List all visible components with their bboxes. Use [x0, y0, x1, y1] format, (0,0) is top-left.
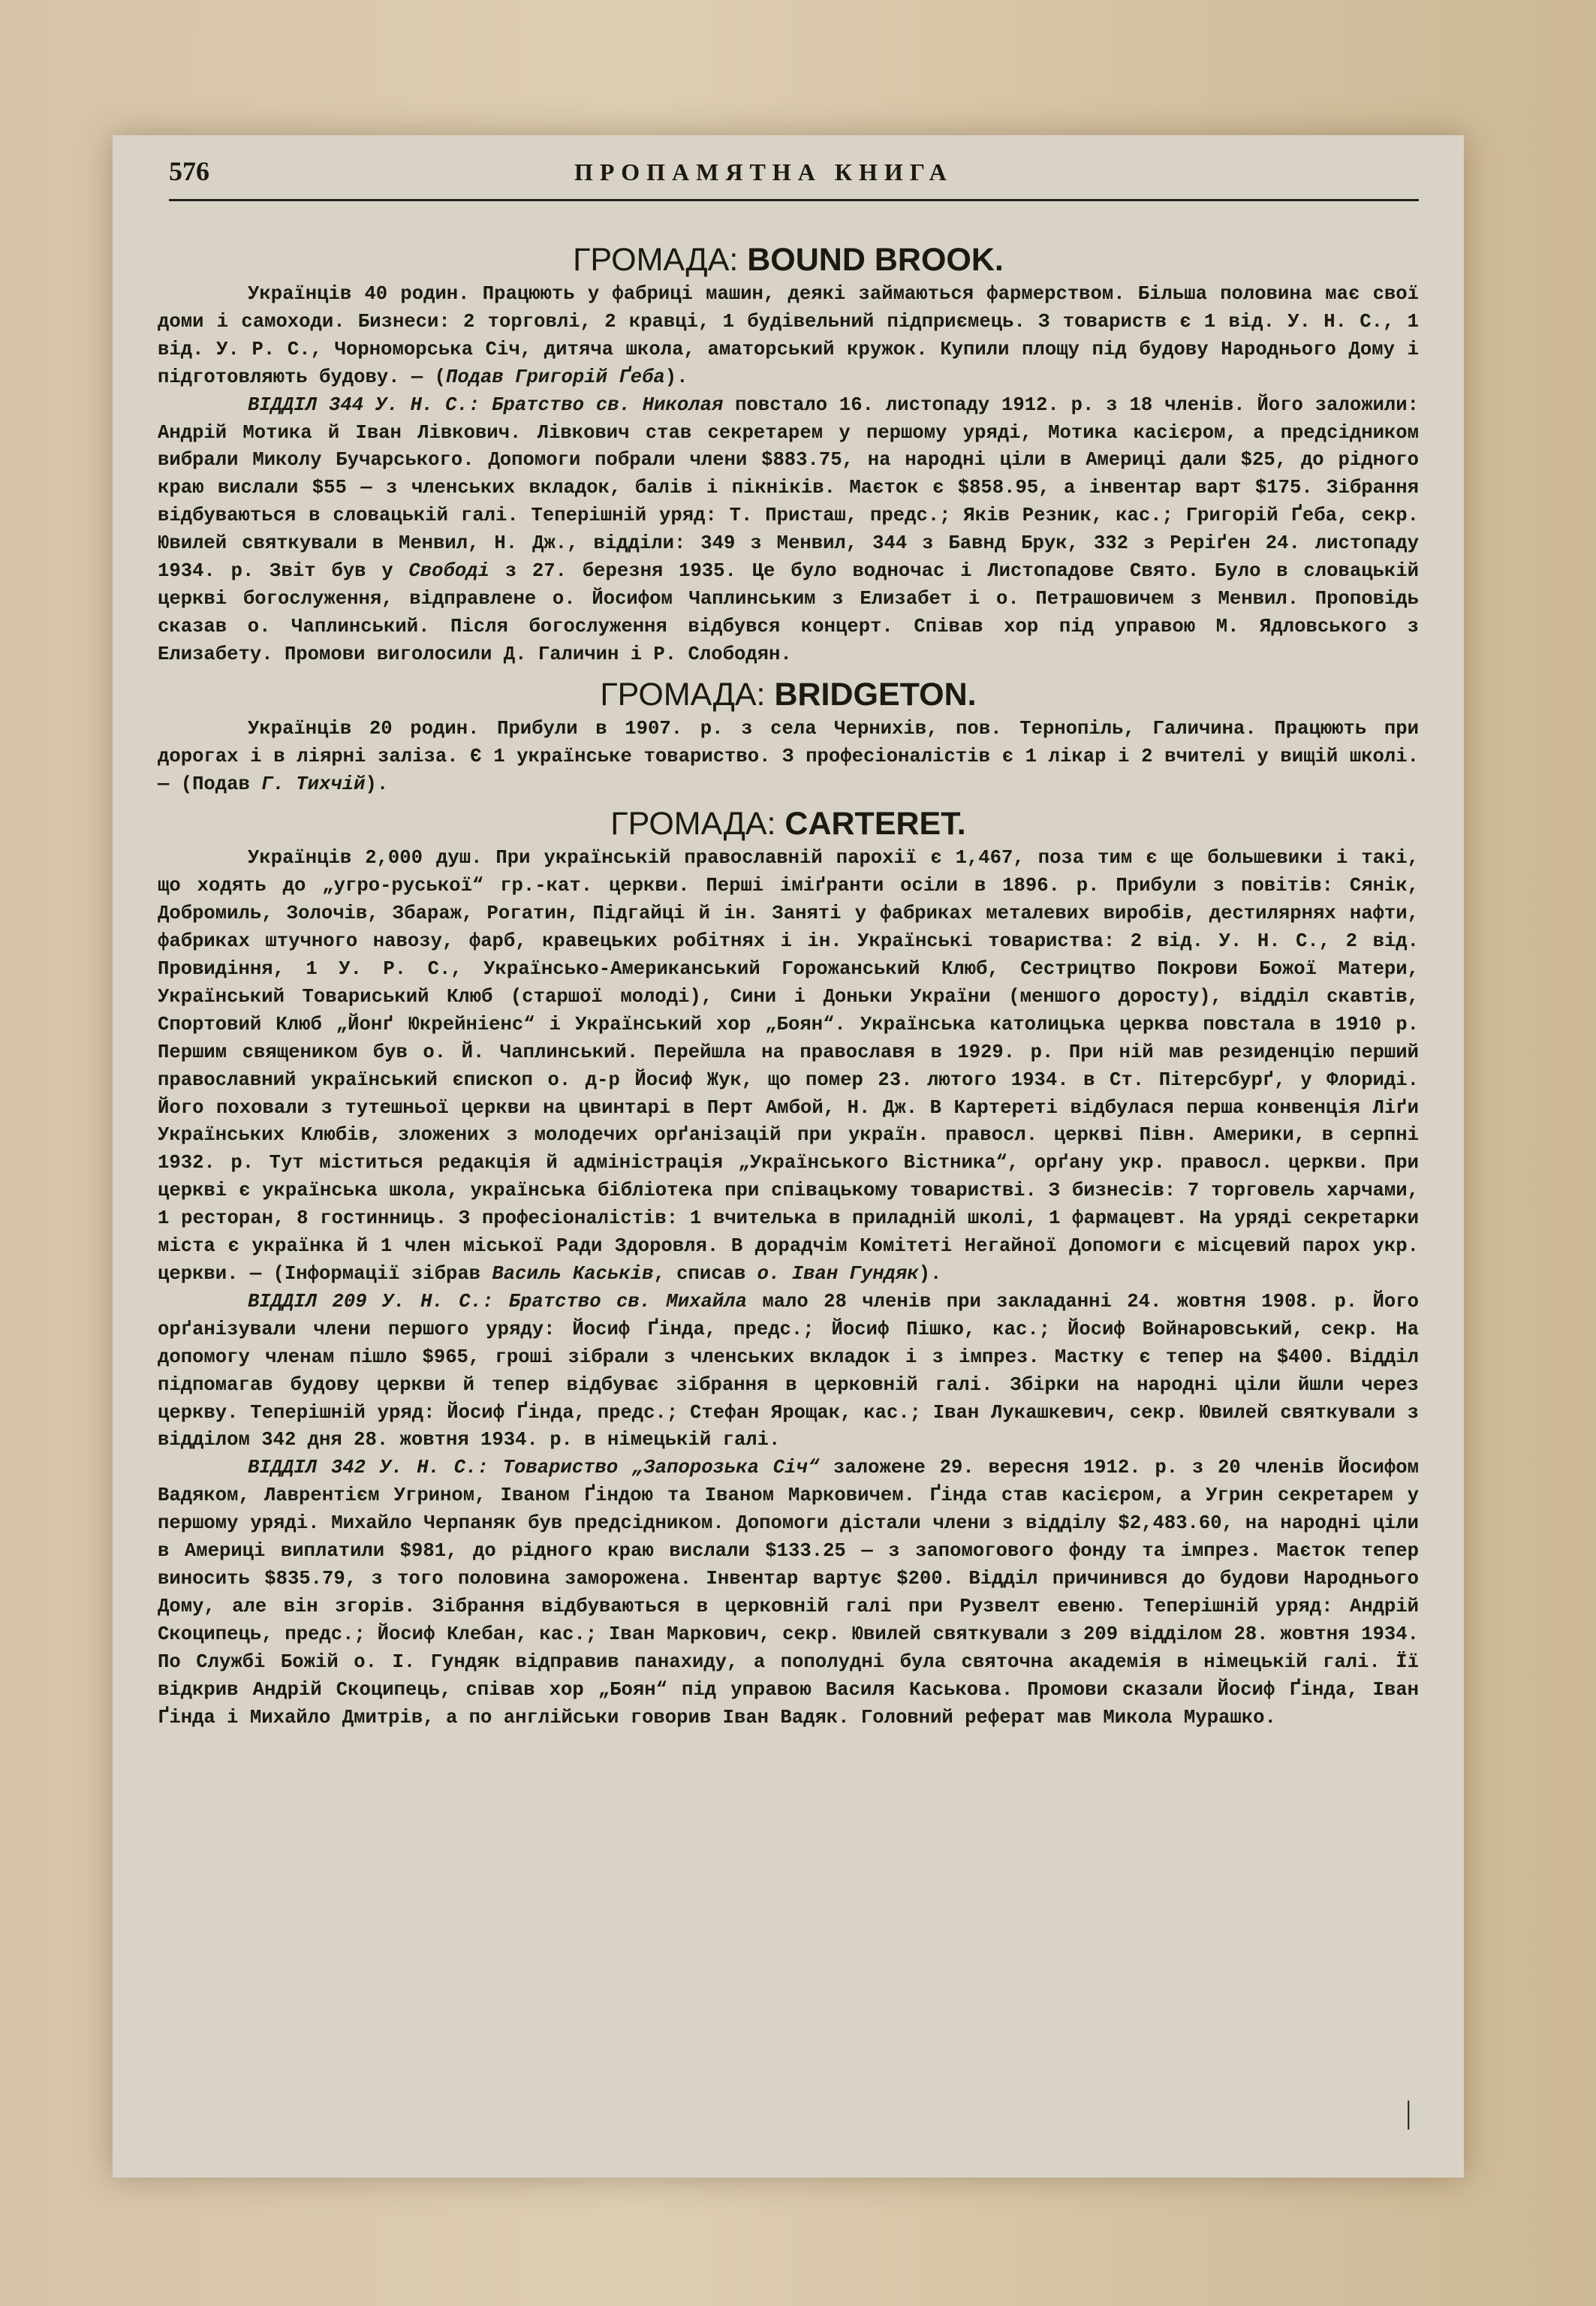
page-header [169, 154, 1419, 201]
heading-place: BRIDGETON. [774, 676, 977, 713]
author-credit: Василь Каськів [492, 1263, 654, 1285]
pencil-mark: | [1405, 2096, 1412, 2130]
paragraph-text: Українців 20 родин. Прибули в 1907. р. з села Черниxів, пов. Тернопіль, Галичина. Працюють при дорогах і в ліярні заліза. Є 1 українське товариство. З професіоналістів є 1 лікар і 2 вчителі у вищій школі. — (Подав [158, 717, 1419, 795]
paragraph-text: заложене 29. вересня 1912. р. з 20 членів Йосифом Вадяком, Лаврентієм Угрином, Іваном Ґіндою та Іваном Марковичем. Ґінда став касієром, а Угрин секретарем у першому уряді. Михайло Черпаняк був предсідником. Допомоги дістали члени з відділу $2,483.60, на народні ціли в Америці виплатили $981, до рідного краю вислали $133.25 — з запомогового фонду та імпрез. Маєток тепер виносить $835.79, з того половина заморожена. Інвентар вартує $200. Відділ причинився до будови Народнього Дому, але він згорів. Зібрання відбуваються в церковній галі при Рузвелт евеню. Теперішній уряд: Андрій Скоципець, предс.; Йосиф Клебан, кас.; Іван Маркович, секр. Ювилей святкували з 209 відділом 28. жовтня 1934. По Службі Божій о. І. Гундяк відправив панахиду, а пополудні була святочна академія в німецькій галі. Її відкрив Андрій Скоципець, співав хор „Боян“ під управою Василя Каськова. Промови сказали Йосиф Ґінда, Іван Ґінда і Михайло Дмитрів, а по англійськи говорив Іван Вадяк. Головний реферат мав Микола Мурашко. [158, 1457, 1419, 1729]
paragraph-text: , списав [653, 1263, 757, 1285]
paragraph [158, 716, 1419, 799]
paragraph-text: з 27. березня 1935. Це було водночас і Листопадове Свято. Було в словацькій церкві богослуження, відправлене о. Йосифом Чаплинським з Елизабет і о. Петрашовичем з Менвил. Проповідь сказав о. Чаплинський. Після богослуження відбувся концерт. Співав хор під управою М. Ядловського з Елизабету. Промови виголосили Д. Галичин і Р. Слободян. [158, 560, 1419, 665]
paragraph-end: ). [664, 366, 688, 388]
section-heading-bound-brook [158, 239, 1419, 281]
paragraph-text: Українців 40 родин. Працюють у фабриці машин, деякі займаються фармерством. Більша половина має свої доми і самоходи. Бизнеси: 2 торговлі, 2 кравці, 1 будівельний підприємець. З товариств є 1 від. У. Н. С., 1 від. У. Р. С., Чорноморська Січ, дитяча школа, аматорський кружок. Купили площу під будову Народнього Дому і підготовляють будову. — ( [158, 283, 1419, 388]
heading-prefix: ГРОМАДА: [610, 806, 785, 843]
author-credit: Подав Григорій Ґеба [445, 366, 665, 388]
paragraph [158, 1454, 1419, 1732]
page-content [158, 239, 1419, 1732]
branch-title: ВІДДІЛ 342 У. Н. С.: Товариство „Запорозька Січ“ [248, 1457, 820, 1479]
author-credit: Г. Тихчій [261, 773, 366, 795]
heading-prefix: ГРОМАДА: [573, 242, 748, 278]
paragraph [158, 1289, 1419, 1454]
heading-prefix: ГРОМАДА: [600, 676, 775, 713]
heading-place: CARTERET. [784, 806, 966, 843]
paragraph [158, 392, 1419, 669]
heading-place: BOUND BROOK. [747, 242, 1004, 278]
paragraph-end: ). [365, 773, 389, 795]
paragraph-text: Українців 2,000 душ. При українській православній парохії є 1,467, поза тим є ще большевики і такі, що ходять до „угро-руської“ гр.-кат. церкви. Перші іміґранти осіли в 1896. р. Прибули з повітів: Сянік, Добромиль, Золочів, Збараж, Рогатин, Підгайці й ін. Заняті у фабриках металевих виробів, дестилярнях нафти, фабриках штучного навозу, фарб, кравецьких робітнях і ін. Українські товариства: 2 від. У. Н. С., 2 від. Провидіння, 1 У. Р. С., Українсько-Американський Горожанський Клюб, Сестрицтво Покрови Божої Матери, Український Товариський Клюб (старшої молоді), Сини і Доньки України (меншого доросту), відділ скавтів, Спортовий Клюб „Йонґ Юкрейніенс“ і Український хор „Боян“. Українська католицька церква повстала в 1910 р. Першим священиком був о. Й. Чаплинський. Перейшла на православя в 1929. р. При ній мав резиденцію перший православний український єпископ о. д-р Йосиф Жук, що помер 23. лютого 1934. в Ст. Пітерсбурґ, у Флориді. Його поховали з тутешньої церкви на цвинтарі в Перт Амбой, Н. Дж. В Картереті відбулася перша конвенція Ліґи Українських Клюбів, зложених з молодечих орґанізацій при україн. правосл. церкві Півн. Америки, в серпні 1932. р. Тут міститься редакція й адміністрація „Українського Вістника“, орґану укр. правосл. церкви. При церкві є українська школа, українська бібліотека при співацькому товаристві. З бизнесів: 7 торговель харчами, 1 ресторан, 8 гостинниць. З професіоналістів: 1 вчителька в приладній школі, 1 фармацевт. На уряді секретарки міста є українка й 1 член міської Ради Здоровля. В дорадчім Комітеті Негайної Допомоги є місцевий парох укр. церкви. — (Інформації зібрав [158, 847, 1419, 1285]
branch-title: ВІДДІЛ 344 У. Н. С.: Братство св. Николая [248, 393, 724, 416]
page-number: 576 [169, 156, 209, 186]
paragraph-text: мало 28 членів при закладанні 24. жовтня 1908. р. Його орґанізували члени першого уряду: Йосиф Ґінда, предс.; Йосиф Пішко, кас.; Йосиф Войнаровський, секр. На допомогу членам пішло $965, гроші зібрали з членських вкладок і з імпрез. Мастку є тепер на $400. Відділ підпомагав будову церкви й тепер відбуває зібрання в церковній галі. Збірки на народні ціли йшли через церкву. Теперішній уряд: Йосиф Ґінда, предс.; Стефан Ярощак, кас.; Іван Лукашкевич, секр. Ювилей святкували з відділом 342 дня 28. жовтня 1934. р. в німецькій галі. [158, 1290, 1419, 1451]
author-credit: о. Іван Гундяк [757, 1263, 919, 1285]
section-heading-carteret [158, 803, 1419, 845]
section-heading-bridgeton [158, 674, 1419, 716]
paragraph [158, 845, 1419, 1289]
paragraph [158, 281, 1419, 392]
paragraph-text: повстало 16. листопаду 1912. р. з 18 членів. Його заложили: Андрій Мотика й Іван Лівкович. Лівкович став секретарем у першому уряді, Мотика касієром, а предсідником вибрали Миколу Бучарського. Допомоги побрали члени $883.75, на народні ціли в Америці дали $25, до рідного краю вислали $55 — з членських вкладок, балів і пікніків. Маєток є $858.95, а інвентар варт $175. Зібрання відбуваються в словацькій галі. Теперішній уряд: Т. Присташ, предс.; Яків Резник, кас.; Григорій Ґеба, секр. Ювилей святкували в Менвил, Н. Дж., відділи: 349 з Менвил, 344 з Бавнд Брук, 332 з Реріґен 24. листопаду 1934. р. Звіт був у [158, 393, 1419, 583]
paragraph-end: ). [918, 1263, 942, 1285]
newspaper-name: Свободі [408, 560, 489, 583]
running-title: ПРОПАМЯТНА КНИГА [574, 158, 953, 185]
branch-title: ВІДДІЛ 209 У. Н. С.: Братство св. Михайла [248, 1290, 747, 1313]
